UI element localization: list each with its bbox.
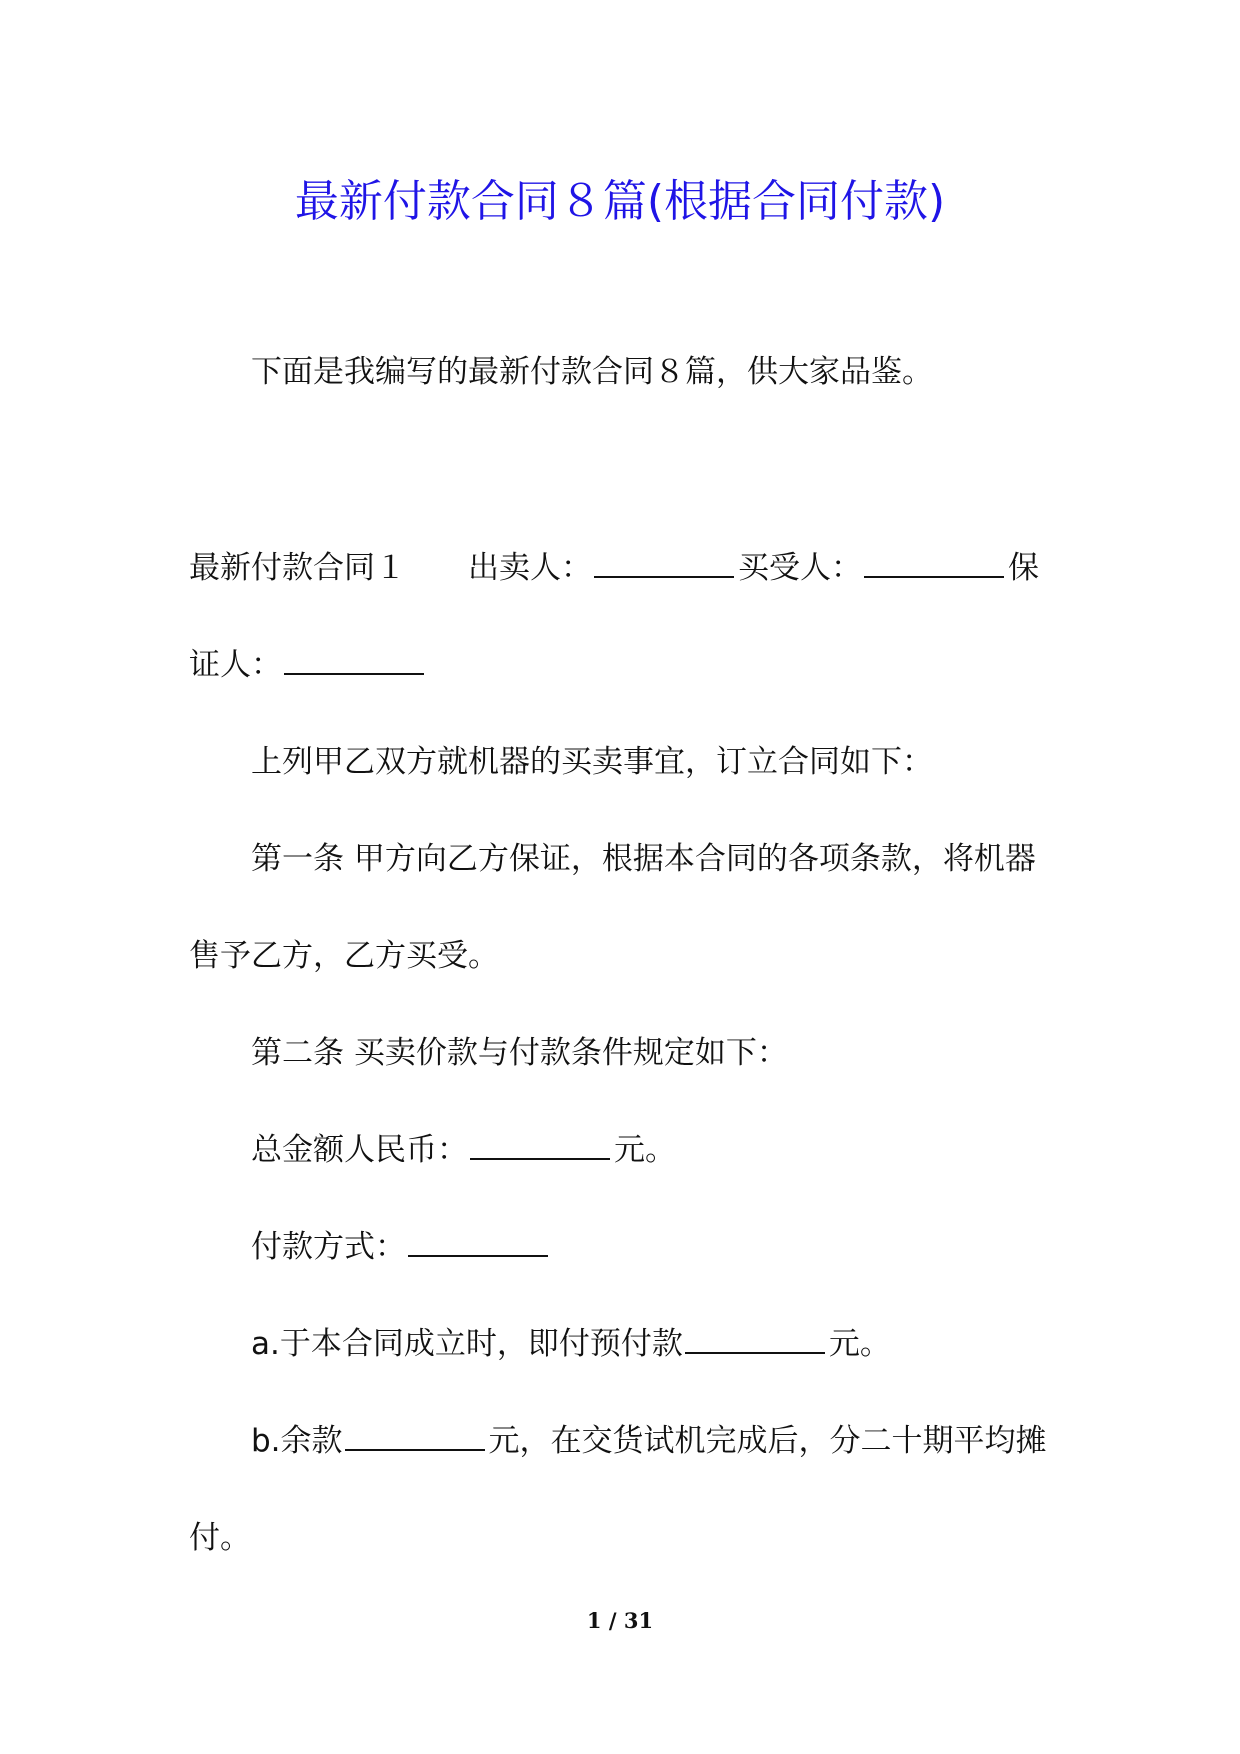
article1-line1: 第一条 甲方向乙方保证，根据本合同的各项条款，将机器: [251, 841, 1036, 877]
guarantor-blank: [284, 647, 424, 675]
balance-label: b.余款: [251, 1423, 343, 1459]
prepayment-blank: [685, 1326, 825, 1354]
prepayment-label: a.于本合同成立时，即付预付款: [251, 1326, 683, 1362]
document-title: 最新付款合同８篇(根据合同付款): [294, 176, 946, 227]
payment-method-label: 付款方式：: [251, 1229, 406, 1265]
article2-heading: 第二条 买卖价款与付款条件规定如下：: [251, 1035, 788, 1071]
buyer-blank: [864, 550, 1004, 578]
balance-line1: [251, 1421, 1047, 1461]
seller-label: 出卖人：: [468, 550, 592, 586]
balance-suffix: 元，在交货试机完成后，分二十期平均摊: [488, 1423, 1047, 1459]
buyer-label: 买受人：: [738, 550, 862, 586]
total-amount-suffix: 元。: [614, 1132, 676, 1168]
section1-header-line: [189, 548, 1059, 588]
total-amount-blank: [470, 1132, 610, 1160]
intro-paragraph: 下面是我编写的最新付款合同８篇，供大家品鉴。: [251, 354, 933, 390]
total-amount-label: 总金额人民币：: [251, 1132, 468, 1168]
seller-blank: [594, 550, 734, 578]
section1-heading: 最新付款合同１: [189, 550, 406, 586]
balance-line2: 付。: [189, 1520, 251, 1556]
payment-method-blank: [408, 1229, 548, 1257]
prepayment-line: [251, 1324, 891, 1364]
paragraph-parties: 上列甲乙双方就机器的买卖事宜，订立合同如下：: [251, 744, 933, 780]
article1-line2: 售予乙方，乙方买受。: [189, 938, 499, 974]
guarantor-label-part1: 保: [1008, 550, 1039, 586]
total-amount-line: [251, 1130, 676, 1170]
balance-blank: [345, 1423, 485, 1451]
guarantor-line: [189, 645, 428, 685]
guarantor-label-part2: 证人：: [189, 647, 282, 683]
payment-method-line: [251, 1227, 552, 1267]
page-indicator: 1 / 31: [586, 1608, 654, 1633]
prepayment-suffix: 元。: [828, 1326, 891, 1362]
